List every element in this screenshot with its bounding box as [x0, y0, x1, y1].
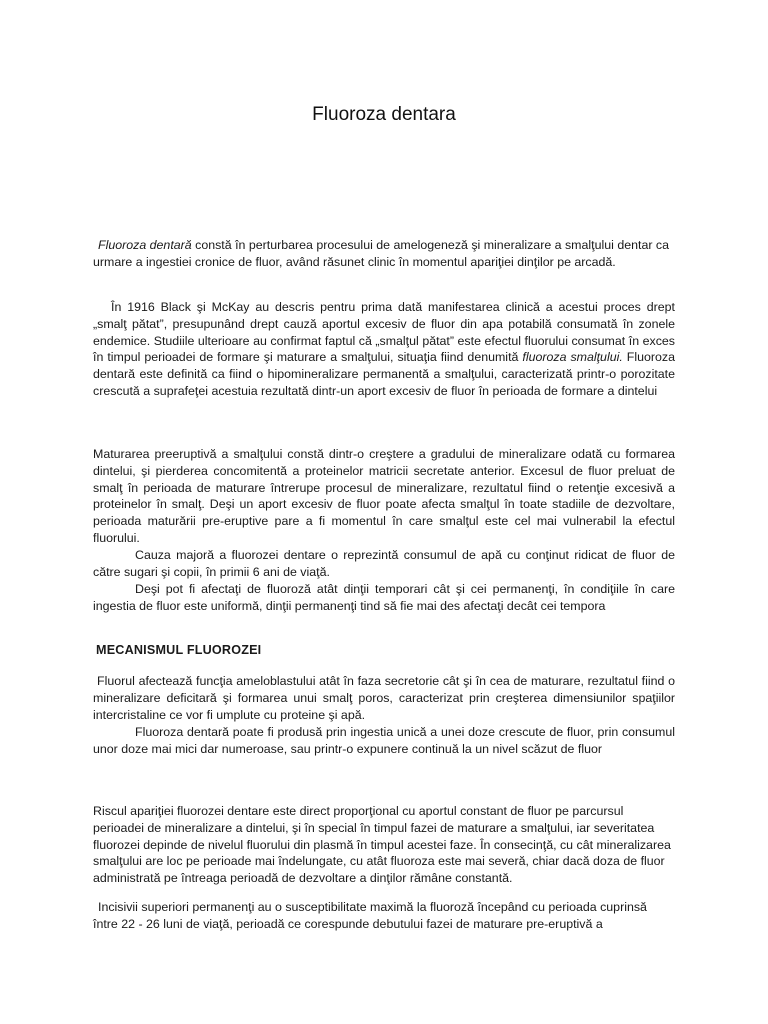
paragraph-text: Cauza majoră a fluorozei dentare o reprezintă consumul de apă cu conţinut ridicat de fluor de către sugari şi copii, în primii 6 ani de viaţă. [93, 548, 675, 579]
paragraph-text-continued: Fluoroza dentară este definită ca fiind o hipomineralizare permanentă a smalţului, caracterizată printr-o porozitate crescută a suprafeţei acestuia rezultată dintr-un aport excesiv de fluor în perioada de formare a dintelui [93, 350, 675, 398]
paragraph-ingestion [93, 724, 675, 758]
paragraph-text: Fluoroza dentară poate fi produsă prin ingestia unică a unei doze crescute de fluor, prin consumul unor doze mai mici dar numeroase, sau printr-o expunere continuă la un nivel scăzut de fluor [93, 725, 675, 756]
section-heading: MECANISMUL FLUOROZEI [96, 643, 262, 657]
paragraph-affected-teeth [93, 581, 675, 615]
paragraph-text: Fluorul afectează funcţia ameloblastului atât în faza secretorie cât şi în cea de maturare, rezultatul fiind o mineralizare deficitară şi formarea unui smalţ poros, caracterizat prin creşterea dimensiunilor spaţiilor intercristaline ce vor fi umplute cu proteine şi apă. [93, 674, 675, 722]
paragraph-risk [93, 803, 675, 887]
italic-term: fluoroza smalţului. [522, 350, 623, 365]
paragraph-incisors [93, 899, 675, 933]
paragraph-text: Deşi pot fi afectaţi de fluoroză atât dinţii temporari cât şi cei permanenţi, în condiţiile în care ingestia de fluor este uniformă, dinţii permanenţi tind să fie mai des afectaţi decât cei tempora [93, 582, 675, 613]
paragraph-text: În 1916 Black şi McKay au descris pentru prima dată manifestarea clinică a acestui proces drept „smalţ pătat”, presupunând drept cauză aportul excesiv de fluor din apa potabilă consumată în zonele endemice. Studiile ulterioare au confirmat faptul că „smalţul pătat” este efectul fluorului consumat în exces în timpul perioadei de formare şi maturare a smalţului, situaţia fiind denumită [93, 300, 675, 365]
paragraph-history [93, 299, 675, 400]
paragraph-major-cause [93, 547, 675, 581]
paragraph-maturation [93, 446, 675, 547]
paragraph-text: Incisivii superiori permanenţi au o susceptibilitate maximă la fluoroză începând cu perioada cuprinsă între 22 - 26 luni de viaţă, perioadă ce corespunde debutului fazei de maturare pre-eruptivă a [93, 900, 647, 931]
document-title: Fluoroza dentara [312, 104, 456, 125]
paragraph-text: constă în perturbarea procesului de amelogeneză şi mineralizare a smalţului dentar ca urmare a ingestiei cronice de fluor, având răsunet clinic în momentul apariţiei dinţilor pe arcadă. [93, 238, 669, 269]
paragraph-definition [93, 237, 675, 271]
paragraph-text: Riscul apariţiei fluorozei dentare este direct proporţional cu aportul constant de fluor pe parcursul perioadei de mineralizare a dintelui, şi în special în timpul fazei de maturare a smalţului, iar severitatea fluorozei depinde de nivelul fluorului din plasmă în timpul acestei faze. În consecinţă, cu cât mineralizarea smalţului are loc pe perioade mai îndelungate, cu atât fluoroza este mai severă, chiar dacă doza de fluor administrată pe întreaga perioadă de dezvoltare a dinţilor rămâne constantă. [93, 804, 671, 886]
paragraph-mechanism [93, 673, 675, 723]
italic-lead-term: Fluoroza dentară [98, 238, 192, 252]
paragraph-text: Maturarea preeruptivă a smalţului constă dintr-o creştere a gradului de mineralizare odată cu formarea dintelui, şi pierderea concomitentă a proteinelor matricii secretate anterior. Excesul de fluor preluat de smalţ în perioada de maturare întrerupe procesul de mineralizare, rezultatul fiind o retenţie excesivă a proteinelor în smalţ. Deşi un aport excesiv de fluor poate afecta smalţul în toate stadiile de dezvoltare, perioada maturării pre-eruptive pare a fi momentul în care smalţul este cel mai vulnerabil la efectul fluorului. [93, 447, 675, 545]
